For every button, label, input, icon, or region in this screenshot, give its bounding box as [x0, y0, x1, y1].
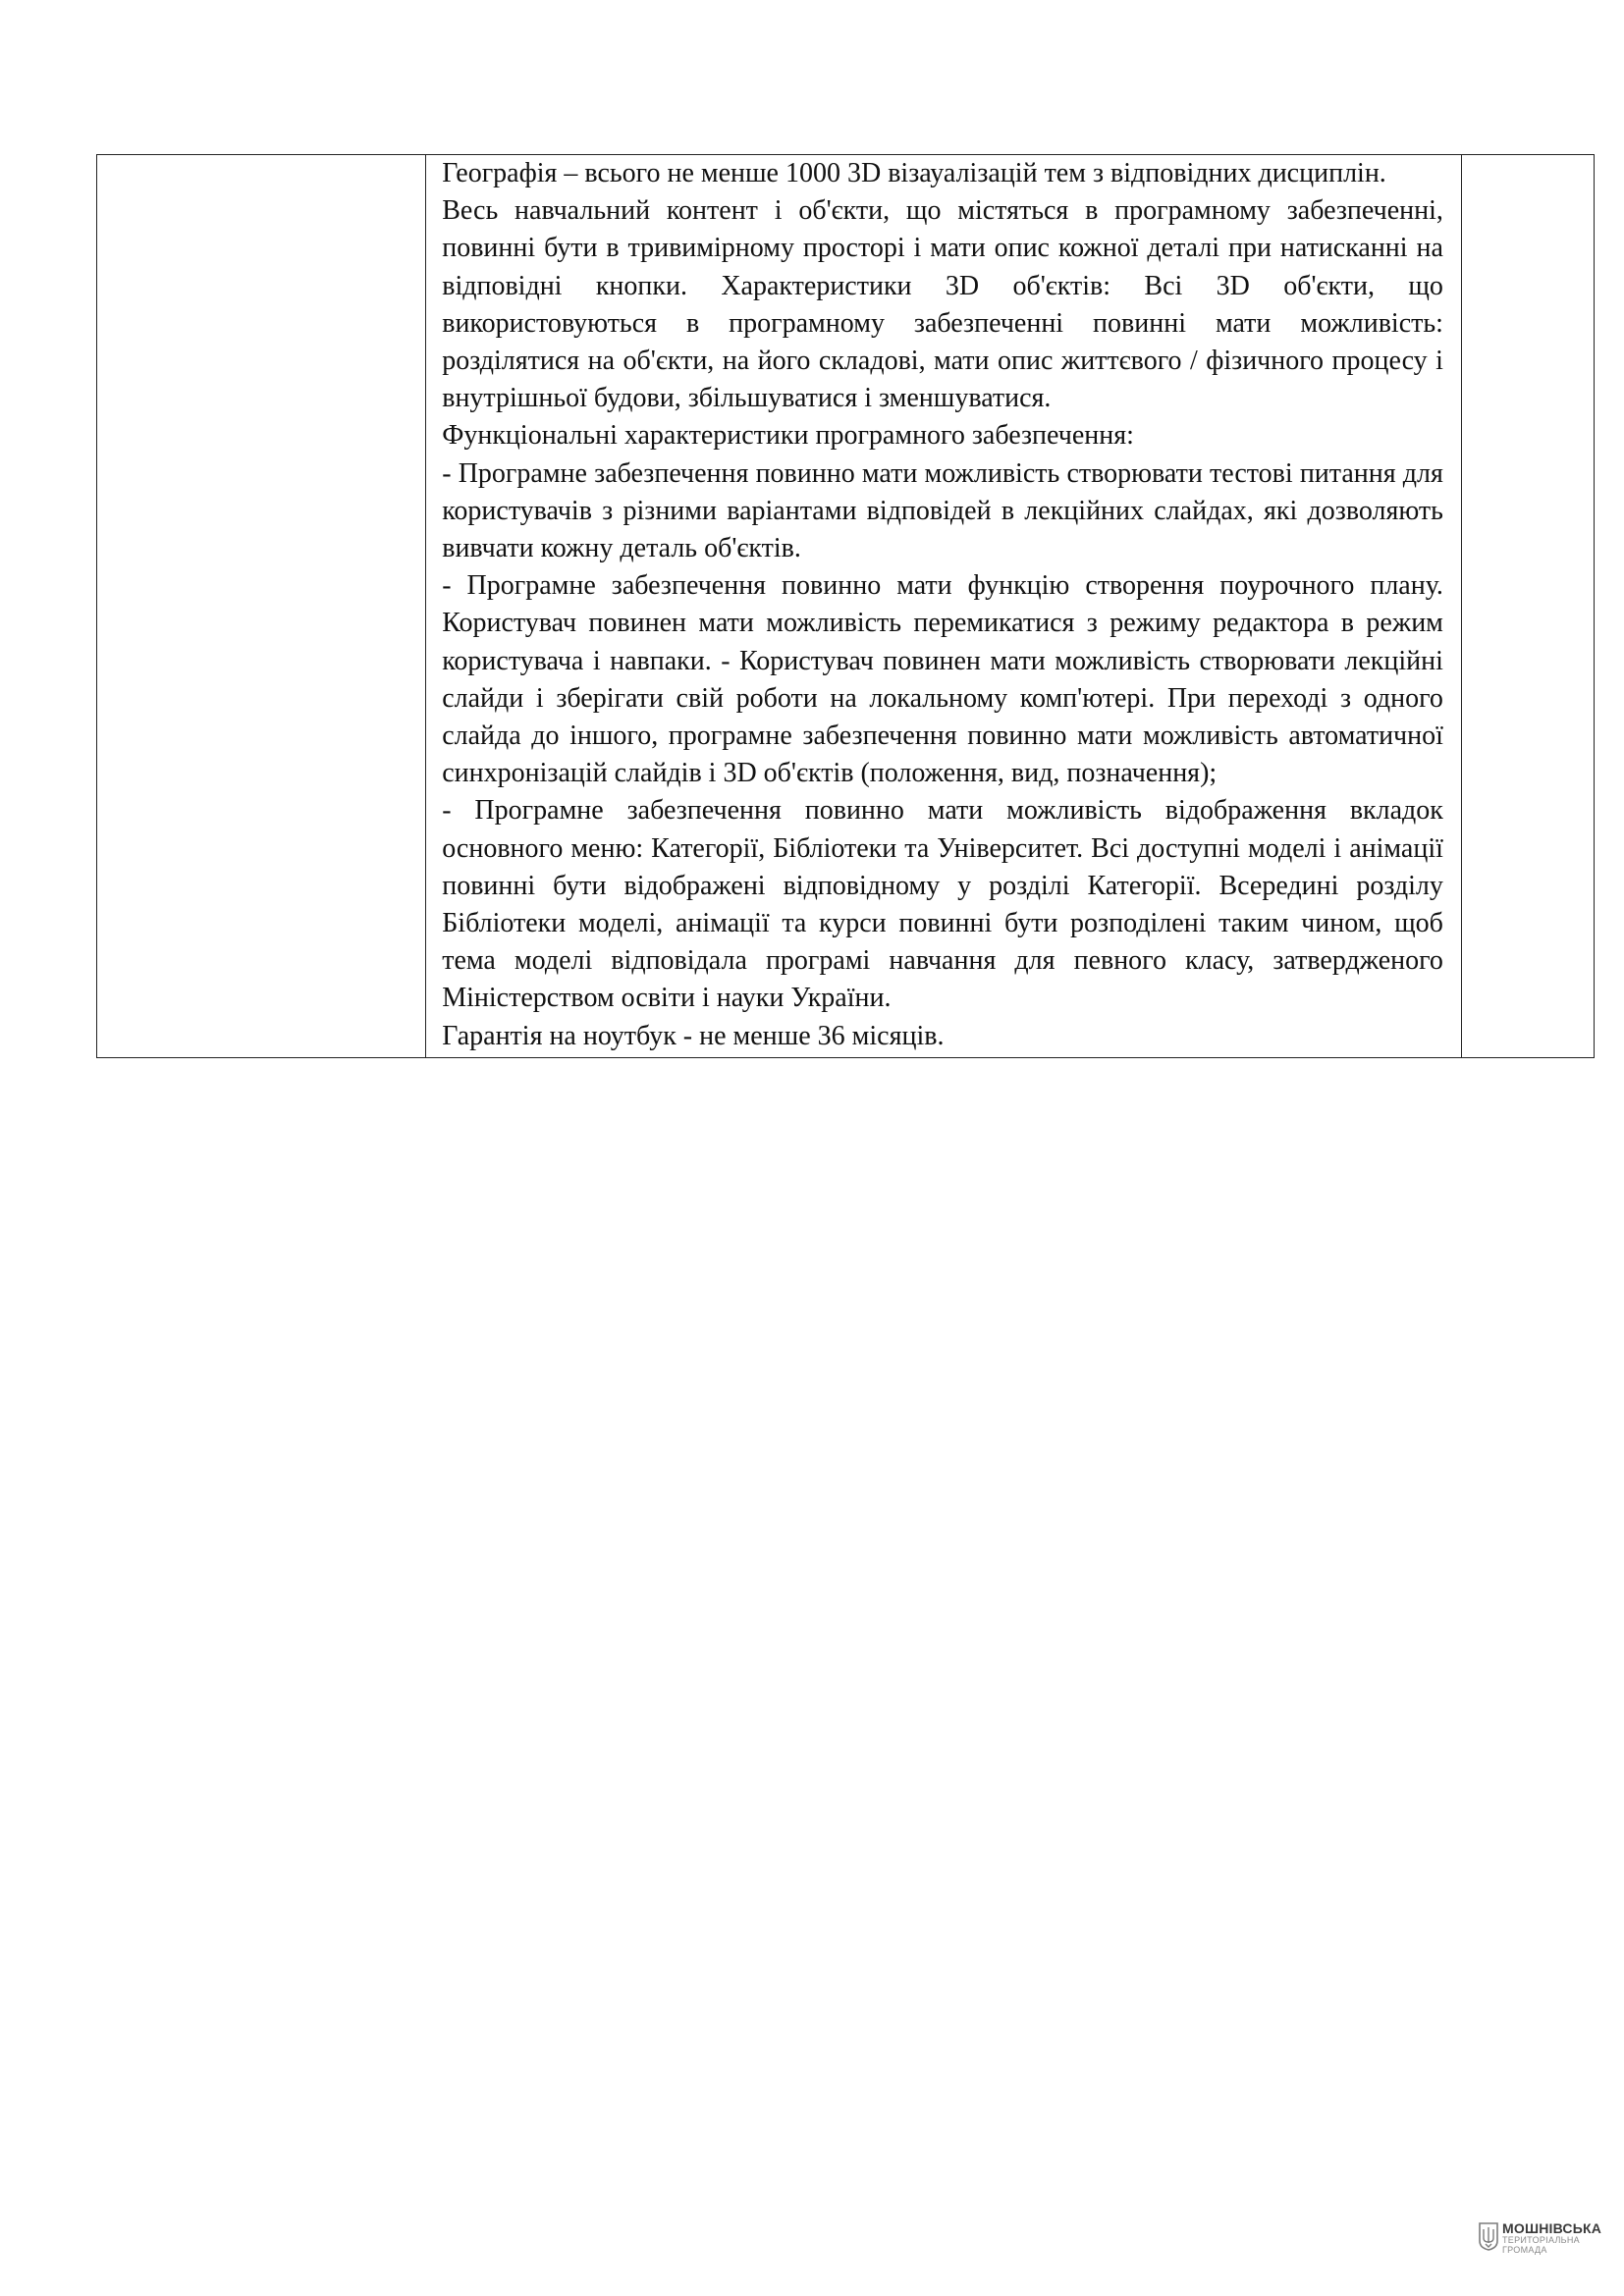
logo-subtitle-2: ГРОМАДА	[1502, 2245, 1547, 2255]
spec-paragraph: Функціональні характеристики програмного забезпечення:	[442, 420, 1134, 452]
spec-paragraph: Географія – всього не менше 1000 3D візауалізацій тем з відповідних дисциплін.	[442, 158, 1386, 188]
spec-paragraph: - Програмне забезпечення повинно мати функцію створення поурочного плану. Користувач повинен мати можливість перемикатися з режиму редактора в режим користувача і навпаки. - Користувач повинен мати можливість створювати лекційні слайди і зберігати свій роботи на локальному комп'ютері. При переході з одного слайда до іншого, програмне забезпечення повинно мати можливість автоматичної синхронізацій слайдів і 3D об'єктів (положення, вид, позначення);	[442, 570, 1443, 789]
spec-paragraph: - Програмне забезпечення повинно мати можливість створювати тестові питання для користувачів з різними варіантами відповідей в лекційних слайдах, які дозволяють вивчати кожну деталь об'єктів.	[442, 457, 1443, 564]
logo-text	[1502, 2221, 1601, 2255]
logo-name: МОШНІВСЬКА	[1502, 2220, 1602, 2236]
logo-subtitle-1: ТЕРИТОРІАЛЬНА	[1502, 2235, 1580, 2245]
table-cell-specification	[426, 155, 1462, 1058]
tryzub-emblem-icon	[1478, 2221, 1499, 2251]
spec-paragraph: Весь навчальний контент і об'єкти, що містяться в програмному забезпеченні, повинні бути в тривимірному просторі і мати опис кожної деталі при натисканні на відповідні кнопки. Характеристики 3D об'єктів: Всі 3D об'єкти, що використовуються в програмному забезпеченні повинні мати можливість: розділятися на об'єкти, на його складові, мати опис життєвого / фізичного процесу і внутрішньої будови, збільшуватися і зменшуватися.	[442, 195, 1443, 414]
spec-paragraph: Гарантія на ноутбук - не менше 36 місяців.	[442, 1020, 945, 1051]
specification-table	[96, 154, 1595, 1058]
spec-paragraph: - Програмне забезпечення повинно мати можливість відображення вкладок основного меню: Категорії, Бібліотеки та Університет. Всі доступні моделі і анімації повинні бути відображені відповідному у розділі Категорії. Всередині розділу Бібліотеки моделі, анімації та курси повинні бути розподілені таким чином, щоб тема моделі відповідала програмі навчання для певного класу, затвердженого Міністерством освіти і науки України.	[442, 795, 1443, 1014]
community-logo	[1478, 2221, 1601, 2255]
table-row	[97, 155, 1595, 1058]
table-cell-empty-right	[1461, 155, 1594, 1058]
specification-text	[426, 155, 1461, 1057]
table-cell-empty-left	[97, 155, 426, 1058]
